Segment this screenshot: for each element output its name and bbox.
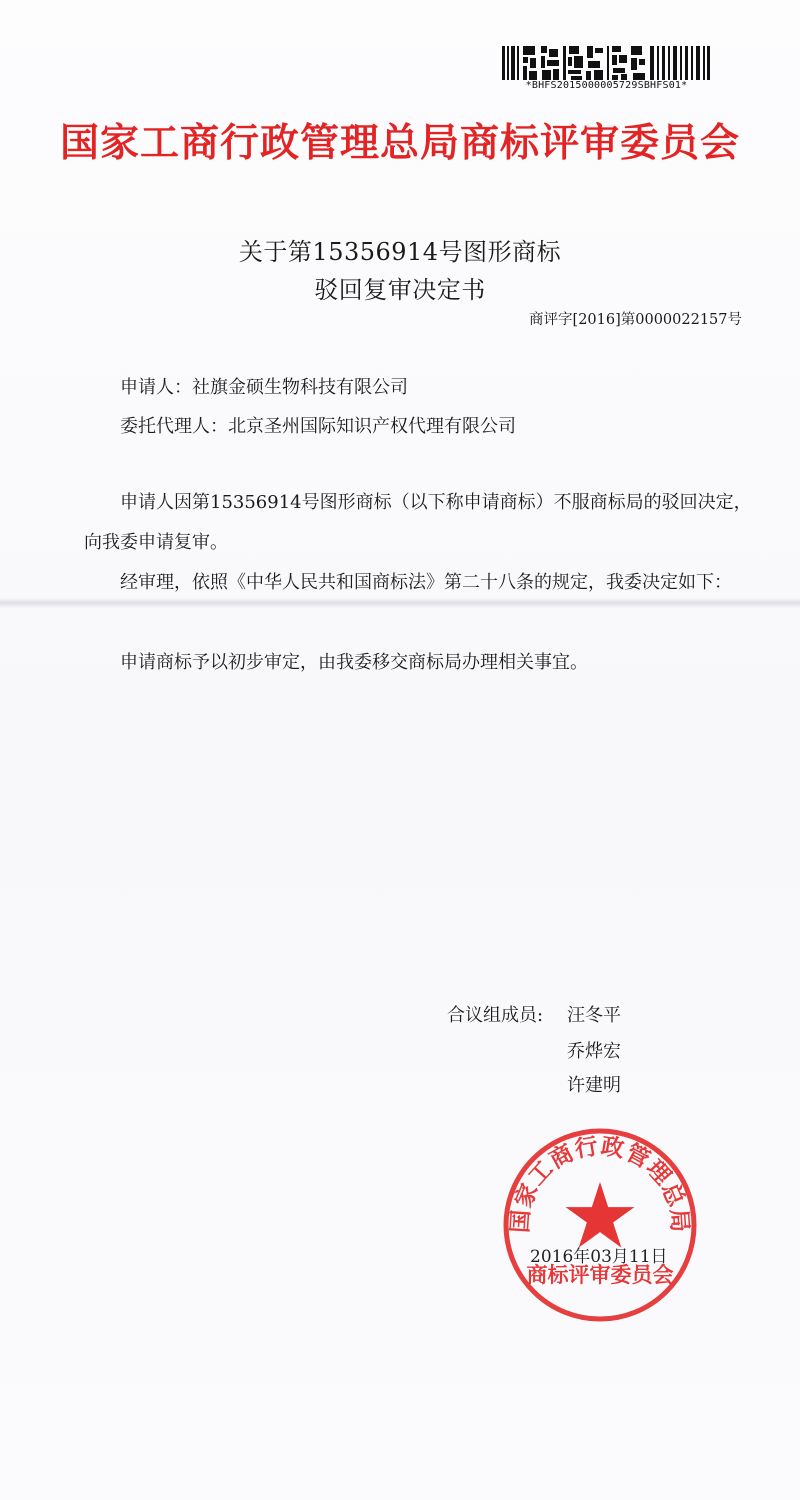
document-title-line-2: 驳回复审决定书 <box>314 276 486 304</box>
panel-member: 乔烨宏 <box>567 1041 621 1062</box>
document-barcode <box>494 46 719 94</box>
panel-label: 合议组成员: <box>447 1005 544 1026</box>
body-paragraph-3: 申请商标予以初步审定，由我委移交商标局办理相关事宜。 <box>120 652 588 673</box>
panel-member: 汪冬平 <box>567 1005 621 1026</box>
document-number: 商评字[2016]第0000022157号 <box>529 312 742 328</box>
barcode-icon <box>502 46 710 80</box>
seal-star-icon <box>566 1182 635 1248</box>
official-seal <box>500 1125 700 1325</box>
decision-date: 2016年03月11日 <box>530 1247 668 1267</box>
seal-bottom-text: 商标评审委员会 <box>526 1263 674 1287</box>
seal-ring-text: 国家工商行政管理总局 <box>507 1133 693 1234</box>
barcode-text: *BHFS2015000005729SBHFS01* <box>525 80 688 91</box>
body-paragraph-1: 申请人因第15356914号图形商标（以下称申请商标）不服商标局的驳回决定，向我委申请复审。 <box>84 492 752 553</box>
agent-line: 委托代理人：北京圣州国际知识产权代理有限公司 <box>120 416 516 437</box>
panel-member: 许建明 <box>567 1075 621 1096</box>
applicant-line: 申请人：社旗金硕生物科技有限公司 <box>120 377 408 398</box>
agency-title: 国家工商行政管理总局商标评审委员会 <box>59 121 740 166</box>
body-paragraph-2: 经审理，依照《中华人民共和国商标法》第二十八条的规定，我委决定如下： <box>120 572 732 593</box>
document-title-line-1: 关于第15356914号图形商标 <box>238 238 562 266</box>
